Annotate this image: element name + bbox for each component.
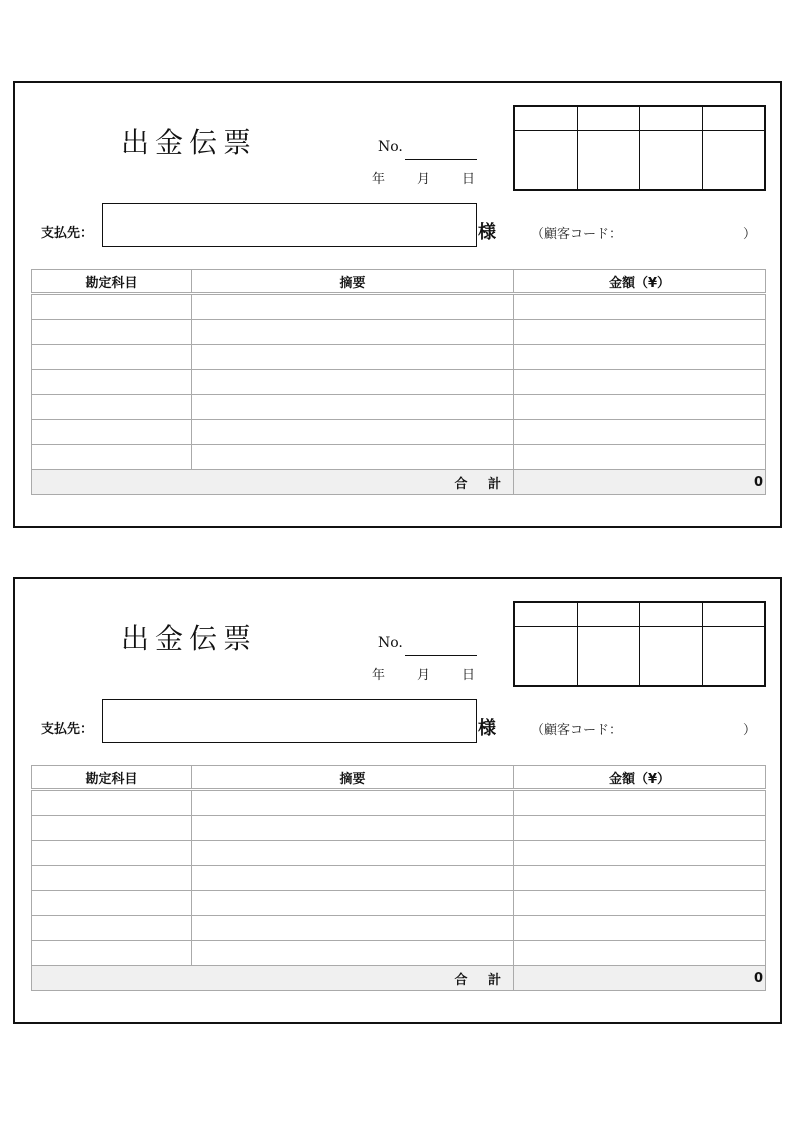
payee-input[interactable] <box>102 203 477 247</box>
stamp-cell[interactable] <box>703 131 765 189</box>
amount-cell[interactable] <box>514 816 766 841</box>
total-label: 合 計 <box>32 470 514 495</box>
date-field[interactable] <box>372 664 475 683</box>
total-row <box>32 470 766 495</box>
table-row <box>32 320 766 345</box>
total-value: 0 <box>514 470 766 495</box>
header-account: 勘定科目 <box>32 766 192 790</box>
customer-code-label: （顧客コード： <box>531 227 623 242</box>
stamp-header-cell <box>578 107 641 130</box>
stamp-header-cell <box>703 107 765 130</box>
description-cell[interactable] <box>192 941 514 966</box>
account-cell[interactable] <box>32 790 192 816</box>
table-row <box>32 345 766 370</box>
entries-table <box>31 269 766 495</box>
account-cell[interactable] <box>32 941 192 966</box>
total-row <box>32 966 766 991</box>
table-row <box>32 841 766 866</box>
table-row <box>32 420 766 445</box>
stamp-header-cell <box>640 603 703 626</box>
stamp-cell[interactable] <box>515 131 578 189</box>
stamp-cell[interactable] <box>640 627 703 685</box>
account-cell[interactable] <box>32 345 192 370</box>
description-cell[interactable] <box>192 790 514 816</box>
number-field[interactable] <box>405 159 477 160</box>
amount-cell[interactable] <box>514 941 766 966</box>
voucher-slip-1 <box>13 81 782 528</box>
number-label: No. <box>378 139 403 155</box>
table-row <box>32 370 766 395</box>
amount-cell[interactable] <box>514 320 766 345</box>
account-cell[interactable] <box>32 395 192 420</box>
description-cell[interactable] <box>192 370 514 395</box>
account-cell[interactable] <box>32 866 192 891</box>
table-row <box>32 941 766 966</box>
year-label: 年 <box>372 668 386 683</box>
payee-input[interactable] <box>102 699 477 743</box>
amount-cell[interactable] <box>514 790 766 816</box>
customer-code-close: ） <box>743 227 757 242</box>
stamp-cell[interactable] <box>640 131 703 189</box>
amount-cell[interactable] <box>514 294 766 320</box>
amount-cell[interactable] <box>514 420 766 445</box>
account-cell[interactable] <box>32 445 192 470</box>
description-cell[interactable] <box>192 294 514 320</box>
amount-cell[interactable] <box>514 916 766 941</box>
stamp-header-cell <box>640 107 703 130</box>
header-description: 摘要 <box>192 766 514 790</box>
amount-cell[interactable] <box>514 445 766 470</box>
entries-table <box>31 765 766 991</box>
account-cell[interactable] <box>32 916 192 941</box>
amount-cell[interactable] <box>514 345 766 370</box>
table-row <box>32 916 766 941</box>
account-cell[interactable] <box>32 370 192 395</box>
number-label: No. <box>378 635 403 651</box>
approval-stamp-grid <box>513 105 766 191</box>
description-cell[interactable] <box>192 445 514 470</box>
account-cell[interactable] <box>32 816 192 841</box>
stamp-cell[interactable] <box>578 627 641 685</box>
table-row <box>32 816 766 841</box>
header-description: 摘要 <box>192 270 514 294</box>
stamp-header-cell <box>515 107 578 130</box>
approval-stamp-grid <box>513 601 766 687</box>
amount-cell[interactable] <box>514 841 766 866</box>
account-cell[interactable] <box>32 294 192 320</box>
table-row <box>32 294 766 320</box>
amount-cell[interactable] <box>514 370 766 395</box>
amount-cell[interactable] <box>514 866 766 891</box>
payee-label: 支払先： <box>41 226 94 241</box>
total-value: 0 <box>514 966 766 991</box>
account-cell[interactable] <box>32 891 192 916</box>
day-label: 日 <box>462 668 476 683</box>
customer-code-close: ） <box>743 723 757 738</box>
description-cell[interactable] <box>192 841 514 866</box>
stamp-header-cell <box>578 603 641 626</box>
month-label: 月 <box>417 172 431 187</box>
year-label: 年 <box>372 172 386 187</box>
table-row <box>32 395 766 420</box>
voucher-slip-2 <box>13 577 782 1024</box>
amount-cell[interactable] <box>514 891 766 916</box>
description-cell[interactable] <box>192 345 514 370</box>
description-cell[interactable] <box>192 420 514 445</box>
payee-label: 支払先： <box>41 722 94 737</box>
table-row <box>32 445 766 470</box>
voucher-title: 出金伝票 <box>121 126 258 159</box>
total-label: 合 計 <box>32 966 514 991</box>
customer-code <box>531 223 757 242</box>
table-row <box>32 891 766 916</box>
month-label: 月 <box>417 668 431 683</box>
account-cell[interactable] <box>32 841 192 866</box>
description-cell[interactable] <box>192 891 514 916</box>
description-cell[interactable] <box>192 320 514 345</box>
description-cell[interactable] <box>192 395 514 420</box>
header-amount: 金額（¥） <box>514 766 766 790</box>
header-account: 勘定科目 <box>32 270 192 294</box>
description-cell[interactable] <box>192 816 514 841</box>
header-amount: 金額（¥） <box>514 270 766 294</box>
description-cell[interactable] <box>192 916 514 941</box>
description-cell[interactable] <box>192 866 514 891</box>
stamp-header-cell <box>515 603 578 626</box>
customer-code <box>531 719 757 738</box>
day-label: 日 <box>462 172 476 187</box>
amount-cell[interactable] <box>514 395 766 420</box>
number-field[interactable] <box>405 655 477 656</box>
honorific-label: 様 <box>478 718 496 739</box>
table-row <box>32 866 766 891</box>
account-cell[interactable] <box>32 320 192 345</box>
customer-code-label: （顧客コード： <box>531 723 623 738</box>
stamp-header-cell <box>703 603 765 626</box>
honorific-label: 様 <box>478 222 496 243</box>
account-cell[interactable] <box>32 420 192 445</box>
stamp-cell[interactable] <box>578 131 641 189</box>
table-row <box>32 790 766 816</box>
stamp-cell[interactable] <box>515 627 578 685</box>
date-field[interactable] <box>372 168 475 187</box>
voucher-title: 出金伝票 <box>121 622 258 655</box>
stamp-cell[interactable] <box>703 627 765 685</box>
